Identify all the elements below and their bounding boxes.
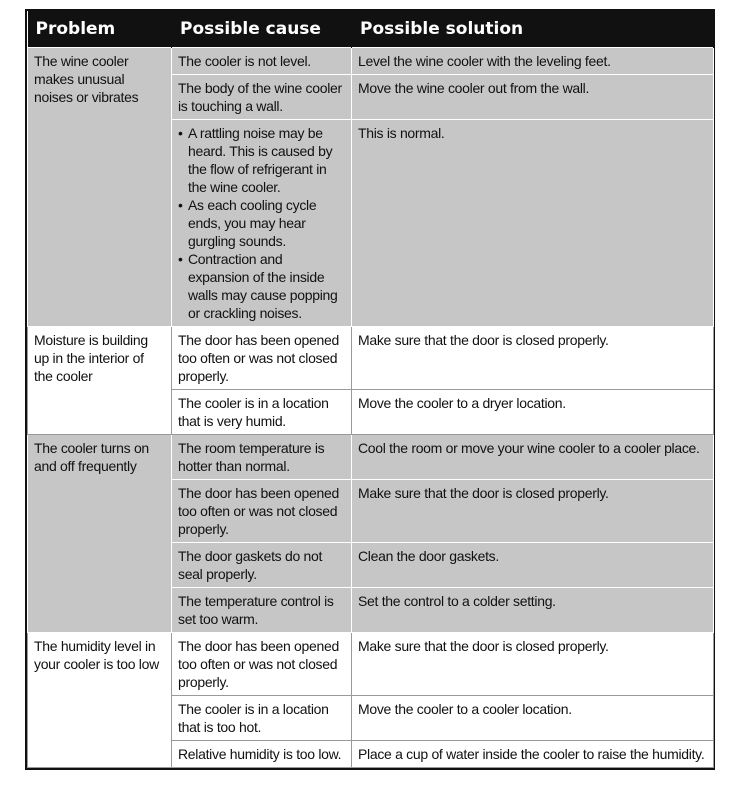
cause-cell: The door has been opened too often or was not closed properly.	[172, 479, 352, 542]
cause-bullet-list	[178, 124, 345, 322]
solution-cell: Level the wine cooler with the leveling feet.	[352, 47, 714, 74]
cause-bullet: • A rattling noise may be heard. This is caused by the flow of refrigerant in the wine cooler.	[188, 124, 345, 196]
solution-cell: Cool the room or move your wine cooler to a cooler place.	[352, 434, 714, 479]
table-row	[28, 326, 714, 389]
cause-cell: The room temperature is hotter than normal.	[172, 434, 352, 479]
solution-cell: Make sure that the door is closed properly.	[352, 326, 714, 389]
table-row	[28, 47, 714, 74]
cause-cell: The cooler is not level.	[172, 47, 352, 74]
header-cause: Possible cause	[172, 11, 352, 47]
cause-cell: The cooler is in a location that is too hot.	[172, 695, 352, 740]
solution-cell: Clean the door gaskets.	[352, 542, 714, 587]
solution-cell: This is normal.	[352, 119, 714, 326]
cause-cell: The door gaskets do not seal properly.	[172, 542, 352, 587]
solution-cell: Move the wine cooler out from the wall.	[352, 74, 714, 119]
cause-cell: Relative humidity is too low.	[172, 740, 352, 767]
header-row	[28, 11, 714, 47]
solution-cell: Move the cooler to a dryer location.	[352, 389, 714, 434]
problem-cell: Moisture is building up in the interior of the cooler	[28, 326, 172, 434]
header-problem: Problem	[28, 11, 172, 47]
cause-cell: The body of the wine cooler is touching a wall.	[172, 74, 352, 119]
cause-cell: The cooler is in a location that is very humid.	[172, 389, 352, 434]
troubleshooting-table-frame	[25, 9, 715, 770]
cause-bullet: • As each cooling cycle ends, you may hear gurgling sounds.	[188, 196, 345, 250]
cause-bullet: • Contraction and expansion of the inside walls may cause popping or crackling noises.	[188, 250, 345, 322]
solution-cell: Make sure that the door is closed properly.	[352, 632, 714, 695]
cause-cell: The door has been opened too often or was not closed properly.	[172, 326, 352, 389]
solution-cell: Make sure that the door is closed properly.	[352, 479, 714, 542]
problem-cell: The cooler turns on and off frequently	[28, 434, 172, 632]
troubleshooting-table	[27, 11, 714, 768]
table-row	[28, 434, 714, 479]
problem-cell: The humidity level in your cooler is too low	[28, 632, 172, 767]
problem-cell: The wine cooler makes unusual noises or vibrates	[28, 47, 172, 326]
solution-cell: Move the cooler to a cooler location.	[352, 695, 714, 740]
solution-cell: Set the control to a colder setting.	[352, 587, 714, 632]
header-solution: Possible solution	[352, 11, 714, 47]
cause-cell: The temperature control is set too warm.	[172, 587, 352, 632]
cause-cell: The door has been opened too often or was not closed properly.	[172, 632, 352, 695]
cause-cell	[172, 119, 352, 326]
solution-cell: Place a cup of water inside the cooler to raise the humidity.	[352, 740, 714, 767]
table-row	[28, 632, 714, 695]
